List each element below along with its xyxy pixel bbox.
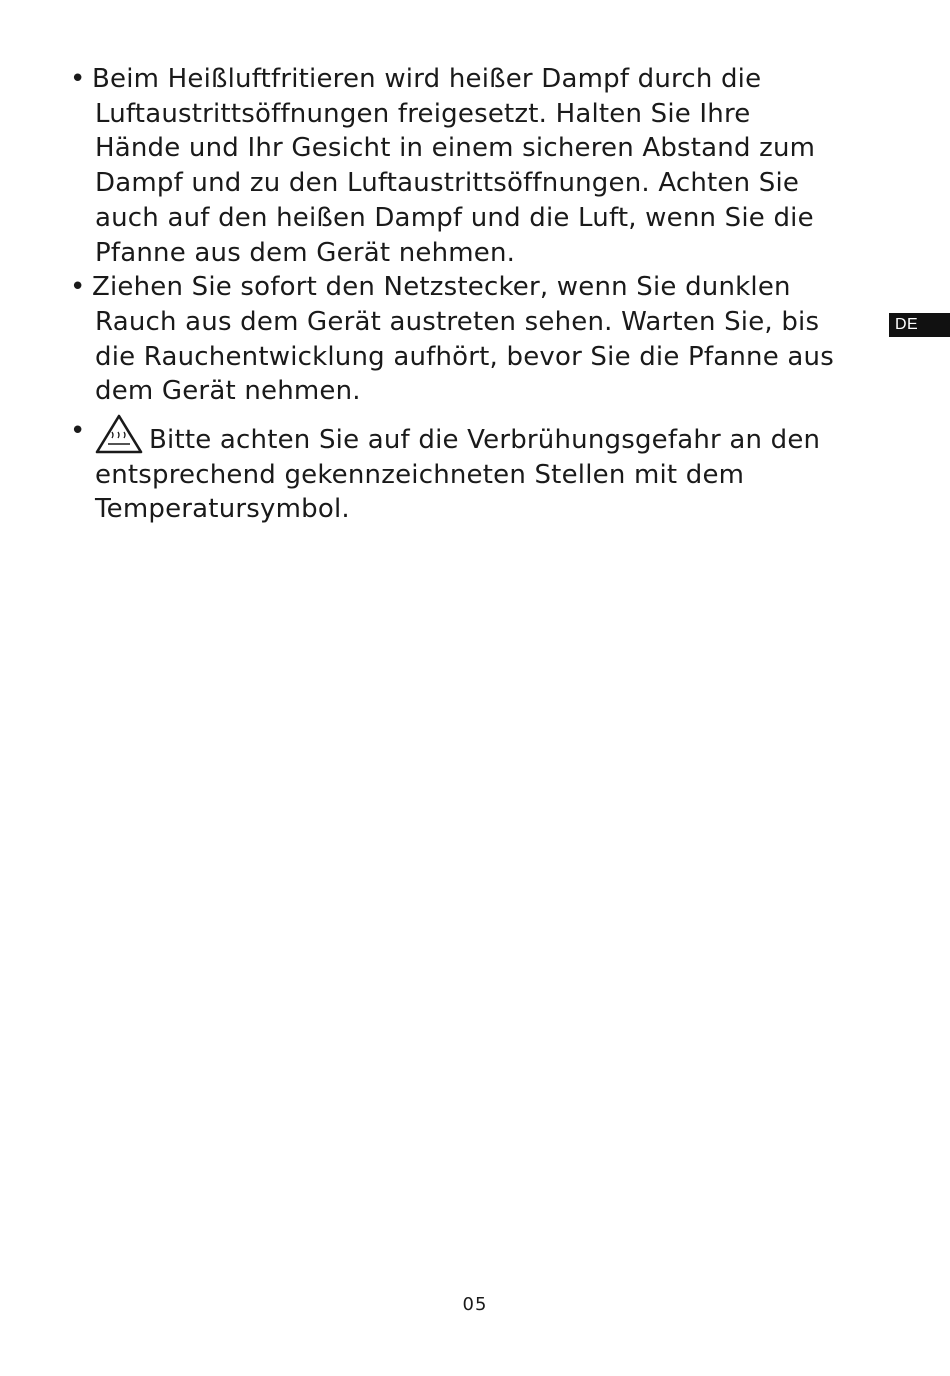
text-line: auch auf den heißen Dampf und die Luft, wenn Sie die	[95, 202, 814, 233]
text-line: Bitte achten Sie auf die Verbrühungsgefahr an den	[149, 425, 821, 456]
text-line: Beim Heißluftfritieren wird heißer Dampf durch die	[92, 64, 762, 94]
safety-instructions-list	[70, 62, 900, 527]
text-line: dem Gerät nehmen.	[95, 376, 361, 407]
text-line: die Rauchentwicklung aufhört, bevor Sie die Pfanne aus	[95, 341, 834, 372]
text-line: Pfanne aus dem Gerät nehmen.	[95, 237, 516, 268]
language-tab: DE	[889, 313, 950, 337]
text-line: Ziehen Sie sofort den Netzstecker, wenn Sie dunklen	[92, 272, 791, 303]
page-number: 05	[462, 1294, 488, 1315]
text-line-with-icon	[95, 414, 900, 458]
list-item	[70, 414, 900, 527]
text-line: Rauch aus dem Gerät austreten sehen. Warten Sie, bis	[95, 306, 820, 337]
manual-page-content	[70, 62, 900, 527]
text-line: entsprechend gekennzeichneten Stellen mit dem	[95, 459, 745, 490]
hot-surface-warning-icon	[95, 414, 143, 454]
text-line: Luftaustrittsöffnungen freigesetzt. Halten Sie Ihre	[95, 98, 751, 129]
list-item	[70, 270, 900, 409]
bullet-marker: •	[70, 272, 86, 303]
bullet-marker: •	[70, 416, 86, 447]
text-line: Temperatursymbol.	[95, 494, 350, 525]
bullet-marker: •	[70, 64, 86, 94]
text-line: Hände und Ihr Gesicht in einem sicheren Abstand zum	[95, 133, 816, 164]
text-line: Dampf und zu den Luftaustrittsöffnungen. Achten Sie	[95, 168, 800, 199]
list-item	[70, 62, 900, 270]
